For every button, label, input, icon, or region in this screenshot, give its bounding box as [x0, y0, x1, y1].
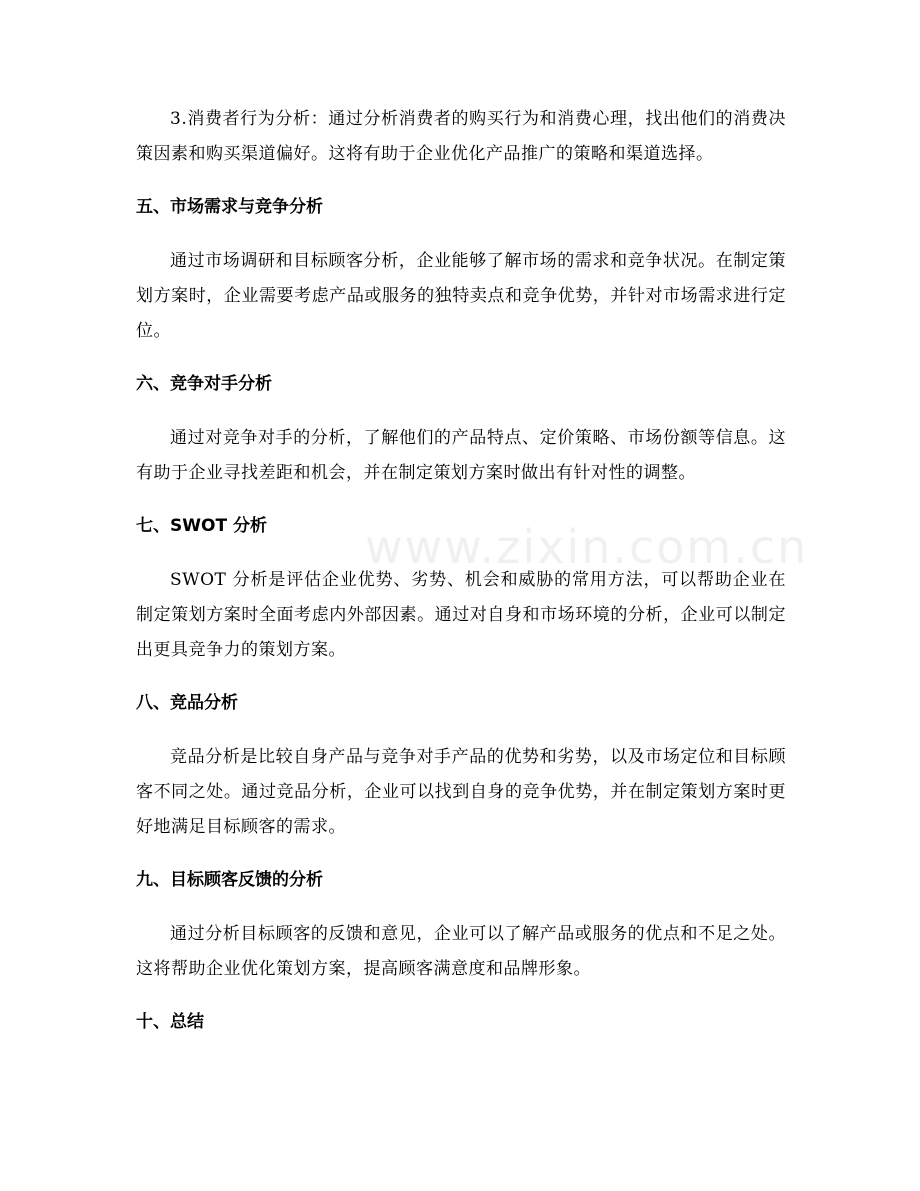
paragraph-consumer-behavior: 3.消费者行为分析：通过分析消费者的购买行为和消费心理，找出他们的消费决策因素和购买渠道偏好。这将有助于企业优化产品推广的策略和渠道选择。 [136, 109, 786, 164]
paragraph-competitor-analysis: 通过对竞争对手的分析，了解他们的产品特点、定价策略、市场份额等信息。这有助于企业寻找差距和机会，并在制定策划方案时做出有针对性的调整。 [136, 428, 786, 483]
paragraph-swot: SWOT 分析是评估企业优势、劣势、机会和威胁的常用方法，可以帮助企业在制定策划方案时全面考虑内外部因素。通过对自身和市场环境的分析，企业可以制定出更具竞争力的策划方案。 [136, 570, 786, 660]
heading-market-demand: 五、市场需求与竞争分析 [136, 197, 323, 217]
heading-competitor-analysis: 六、竞争对手分析 [136, 374, 272, 394]
paragraph-competing-products: 竞品分析是比较自身产品与竞争对手产品的优势和劣势，以及市场定位和目标顾客不同之处。通过竞品分析，企业可以找到自身的竞争优势，并在制定策划方案时更好地满足目标顾客的需求。 [136, 747, 786, 837]
heading-summary: 十、总结 [136, 1012, 204, 1032]
document-body [136, 102, 786, 1040]
paragraph-market-demand: 通过市场调研和目标顾客分析，企业能够了解市场的需求和竞争状况。在制定策划方案时，企业需要考虑产品或服务的独特卖点和竞争优势，并针对市场需求进行定位。 [136, 251, 786, 341]
heading-competing-products: 八、竞品分析 [136, 693, 238, 713]
watermark: www.zixin.com.cn [365, 520, 809, 574]
heading-customer-feedback: 九、目标顾客反馈的分析 [136, 870, 323, 890]
paragraph-customer-feedback: 通过分析目标顾客的反馈和意见，企业可以了解产品或服务的优点和不足之处。这将帮助企业优化策划方案，提高顾客满意度和品牌形象。 [136, 924, 786, 979]
heading-swot: 七、SWOT 分析 [136, 516, 267, 536]
